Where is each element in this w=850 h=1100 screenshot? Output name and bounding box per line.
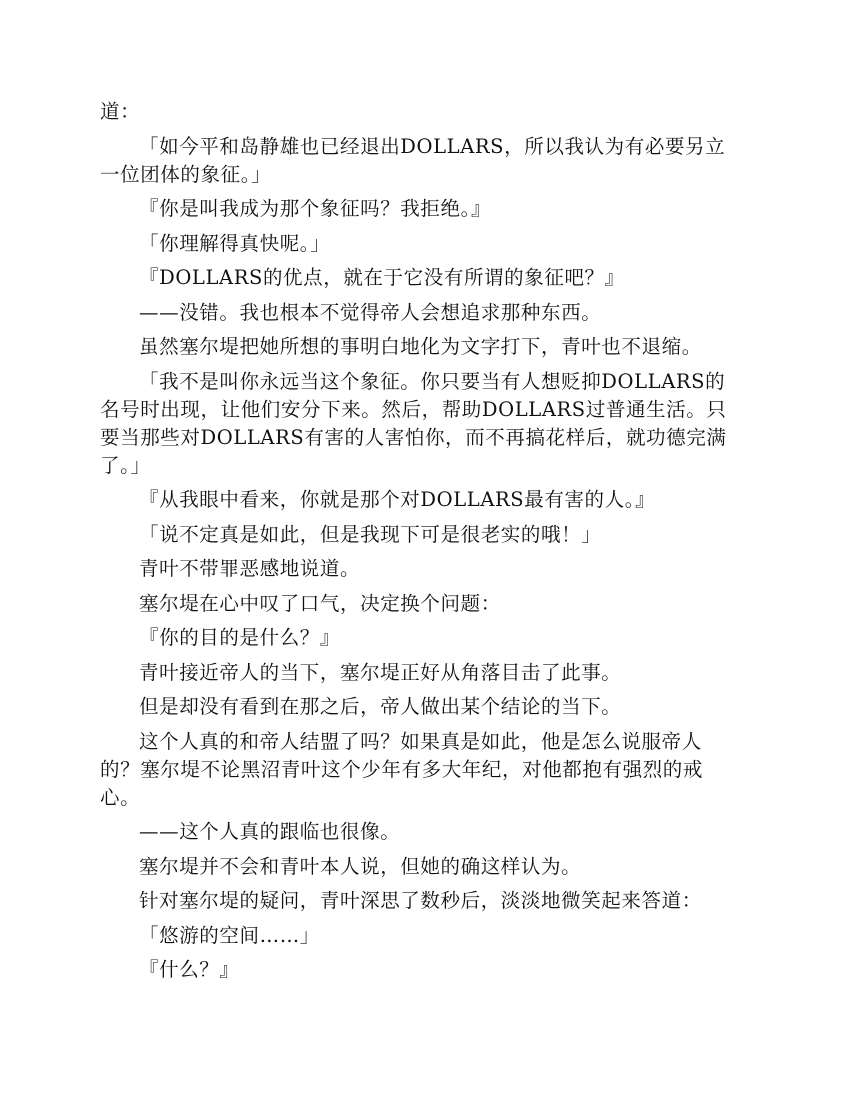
- paragraph: 『你是叫我成为那个象征吗？我拒绝。』: [139, 197, 492, 220]
- paragraph: 青叶接近帝人的当下，塞尔堤正好从角落目击了此事。: [139, 660, 622, 684]
- paragraph: 道：: [100, 100, 141, 123]
- paragraph: 「说不定真是如此，但是我现下可是很老实的哦！」: [139, 522, 602, 546]
- paragraph: 『什么？』: [139, 958, 240, 981]
- paragraph: 『从我眼中看来，你就是那个对DOLLARS最有害的人。』: [139, 488, 656, 511]
- paragraph: 塞尔堤并不会和青叶本人说，但她的确这样认为。: [139, 854, 582, 878]
- paragraph: 这个人真的和帝人结盟了吗？如果真是如此，他是怎么说服帝人的？塞尔堤不论黑沼青叶这个少年有多大年纪，对他都抱有强烈的戒心。: [100, 729, 704, 809]
- paragraph: 虽然塞尔堤把她所想的事明白地化为文字打下，青叶也不退缩。: [139, 335, 702, 358]
- document-page: [100, 98, 740, 991]
- paragraph: 「你理解得真快呢。」: [139, 231, 331, 255]
- paragraph: ——没错。我也根本不觉得帝人会想追求那种东西。: [139, 300, 602, 324]
- paragraph: 「悠游的空间……」: [139, 923, 320, 947]
- paragraph: 『DOLLARS的优点，就在于它没有所谓的象征吧？』: [139, 266, 625, 289]
- paragraph: 青叶不带罪恶感地说道。: [139, 557, 361, 580]
- paragraph: 「如今平和岛静雄也已经退出DOLLARS，所以我认为有必要另立一位团体的象征。」: [100, 134, 726, 186]
- paragraph: 「我不是叫你永远当这个象征。你只要当有人想贬抑DOLLARS的名号时出现，让他们安分下来。然后，帮助DOLLARS过普通生活。只要当那些对DOLLARS有害的人害怕你，而不再搞花样后，就功德完满了。」: [100, 369, 727, 477]
- paragraph: 针对塞尔堤的疑问，青叶深思了数秒后，淡淡地微笑起来答道：: [139, 889, 702, 912]
- paragraph: ——这个人真的跟临也很像。: [139, 820, 401, 843]
- paragraph: 但是却没有看到在那之后，帝人做出某个结论的当下。: [139, 695, 622, 718]
- paragraph: 『你的目的是什么？』: [139, 626, 341, 649]
- paragraph: 塞尔堤在心中叹了口气，决定换个问题：: [139, 591, 501, 615]
